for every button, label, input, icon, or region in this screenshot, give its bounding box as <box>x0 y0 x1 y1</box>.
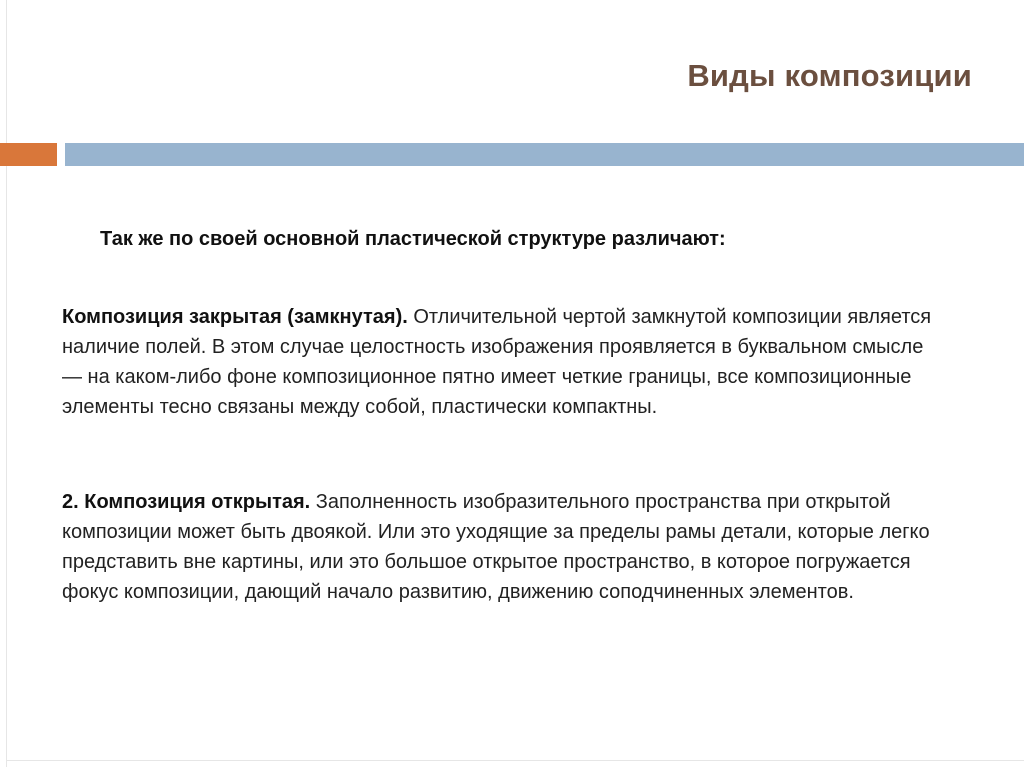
accent-bar <box>0 143 57 166</box>
intro-text: Так же по своей основной пластической структуре различают: <box>100 228 726 250</box>
title-divider-bar <box>65 143 1024 166</box>
section-heading: Композиция закрытая (замкнутая). <box>62 306 408 328</box>
frame-bottom-line <box>6 760 1024 761</box>
section-open-composition <box>62 487 942 607</box>
slide-title: Виды композиции <box>687 58 972 93</box>
section-body: Заполненность изобразительного пространства при открытой композиции может быть двоякой. Или это уходящие за пределы рамы детали, которые легко представить вне картины, или это большое открытое пространство, в которое погружается фокус композиции, дающий начало развитию, движению соподчиненных элементов. <box>62 491 930 603</box>
frame-left-line <box>6 0 7 767</box>
section-closed-composition <box>62 302 942 422</box>
section-body: Отличительной чертой замкнутой композиции является наличие полей. В этом случае целостность изображения проявляется в буквальном смысле — на каком-либо фоне композиционное пятно имеет четкие границы, все композиционные элементы тесно связаны между собой, пластически компактны. <box>62 306 932 418</box>
section-heading: 2. Композиция открытая. <box>62 491 311 513</box>
